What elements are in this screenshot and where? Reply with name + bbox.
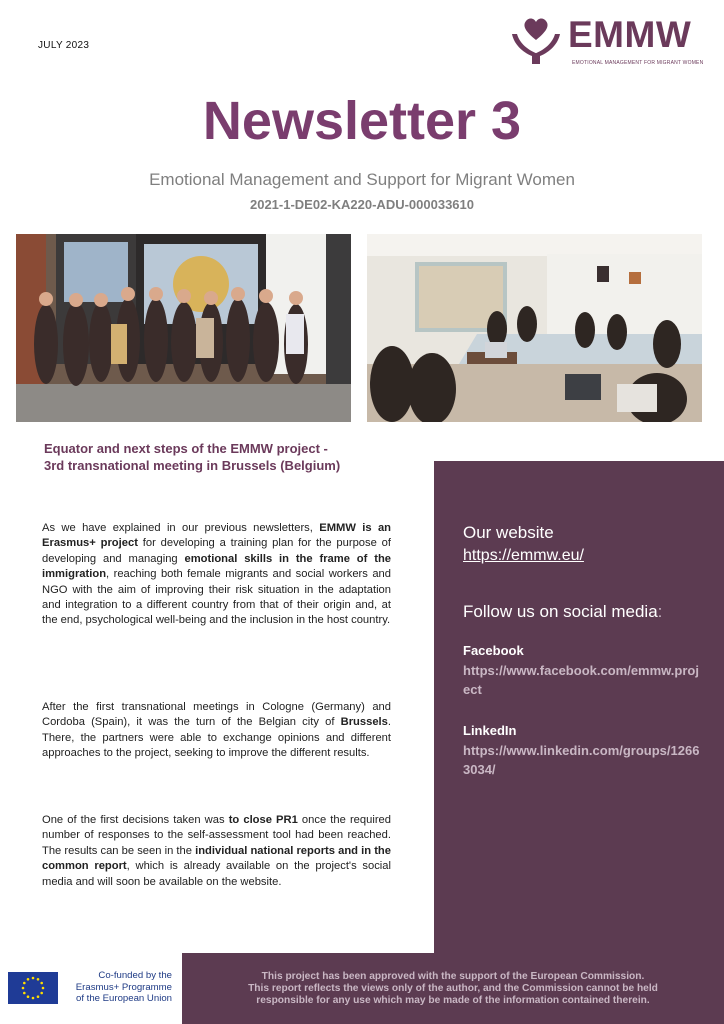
project-code: 2021-1-DE02-KA220-ADU-000033610 — [249, 197, 474, 212]
logo-wordmark: EMMW — [568, 14, 692, 55]
facebook-label: Facebook — [463, 643, 524, 658]
contact-sidebar — [434, 461, 724, 1024]
article-paragraph-3: One of the first decisions taken was to close PR1 once the required number of responses to the self-assessment tool had been reached. The results can be seen in the individual national reports and in the common report, which is already available on the project's social media and will soon be available on the website. — [42, 814, 391, 888]
footer-disclaimer: This project has been approved with the support of the European Commission. This report reflects the views only of the author, and the Commission cannot be held responsible for any use which may be made of the information contained therein. — [248, 971, 658, 1006]
facebook-link[interactable]: https://www.facebook.com/emmw.project — [463, 663, 699, 697]
page-subtitle: Emotional Management and Support for Migrant Women — [149, 170, 575, 189]
article-paragraph-1: As we have explained in our previous newsletters, EMMW is an Erasmus+ project for developing a training plan for the purpose of developing and managing emotional skills in the frame of the immigration, reaching both female migrants and social workers and NGO with the aim of improving their risk situation in the adaptation and integration to a different country from that of their origin and, at the end, psychological well-being and the inclusion in the host country. — [42, 522, 391, 627]
emmw-logo — [508, 10, 704, 70]
article-title: Equator and next steps of the EMMW project - 3rd transnational meeting in Brussels (Belgium) — [44, 441, 341, 473]
linkedin-link[interactable]: https://www.linkedin.com/groups/12663034/ — [463, 743, 700, 777]
website-link[interactable]: https://emmw.eu/ — [463, 547, 584, 564]
linkedin-label: LinkedIn — [463, 723, 517, 738]
heart-in-hands-icon — [508, 10, 564, 66]
group-photo — [16, 234, 351, 422]
eu-flag-icon — [8, 972, 58, 1004]
article-paragraph-2: After the first transnational meetings in Cologne (Germany) and Cordoba (Spain), it was the turn of the Belgian city of Brussels. There, the partners were able to exchange opinions and different approaches to the project, seeking to improve the different results. — [42, 701, 391, 760]
newsletter-date: JULY 2023 — [38, 40, 90, 51]
logo-tagline: EMOTIONAL MANAGEMENT FOR MIGRANT WOMEN — [572, 60, 704, 66]
website-heading: Our website — [463, 523, 554, 542]
social-media-heading: Follow us on social media: — [463, 602, 663, 621]
eu-cofunding-text: Co-funded by the Erasmus+ Programme of the European Union — [75, 970, 172, 1004]
page-title: Newsletter 3 — [202, 91, 522, 151]
meeting-photo — [367, 234, 702, 422]
